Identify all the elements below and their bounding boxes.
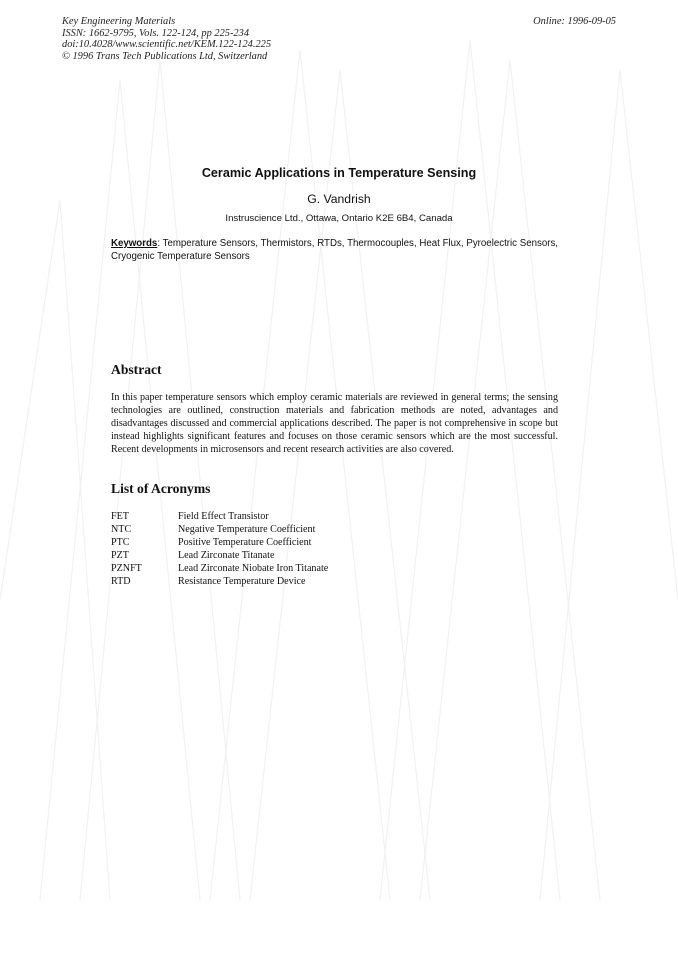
keywords-text: : Temperature Sensors, Thermistors, RTDs, Thermocouples, Heat Flux, Pyroelectric Sensors, Cryogenic Temperature Sensors (111, 238, 558, 262)
acronym-row (111, 510, 328, 523)
author-name: G. Vandrish (307, 192, 371, 206)
issn-line: ISSN: 1662-9795, Vols. 122-124, pp 225-234 (62, 27, 250, 39)
acronym-row (111, 575, 328, 588)
keywords-label: Keywords (111, 238, 158, 249)
keywords-paragraph (111, 237, 558, 263)
acronym-abbr: PZNFT (111, 563, 142, 575)
author-affiliation: Instruscience Ltd., Ottawa, Ontario K2E 6B4, Canada (225, 213, 453, 224)
acronym-definition: Positive Temperature Coefficient (178, 537, 312, 549)
acronym-definition: Lead Zirconate Niobate Iron Titanate (178, 563, 329, 575)
journal-header (62, 16, 271, 62)
acronym-abbr: FET (111, 511, 129, 522)
online-date: Online: 1996-09-05 (533, 16, 616, 27)
acronym-row (111, 523, 328, 536)
acronym-abbr: NTC (111, 524, 132, 536)
copyright-line: © 1996 Trans Tech Publications Ltd, Switzerland (62, 50, 268, 62)
acronym-row (111, 549, 328, 562)
paper-title: Ceramic Applications in Temperature Sensing (201, 166, 477, 180)
acronym-abbr: RTD (111, 576, 131, 588)
acronyms-heading: List of Acronyms (111, 481, 211, 496)
abstract-heading: Abstract (111, 362, 162, 377)
acronym-abbr: PTC (111, 537, 130, 549)
acronym-definition: Lead Zirconate Titanate (178, 550, 275, 562)
acronym-definition: Field Effect Transistor (178, 511, 269, 522)
acronym-definition: Resistance Temperature Device (178, 576, 306, 588)
acronym-definition: Negative Temperature Coefficient (178, 524, 316, 536)
acronym-row (111, 536, 328, 549)
acronym-row (111, 562, 328, 575)
acronyms-list (111, 510, 328, 589)
acronym-abbr: PZT (111, 550, 129, 562)
journal-name: Key Engineering Materials (62, 16, 176, 27)
doi-line: doi:10.4028/www.scientific.net/KEM.122-124.225 (62, 39, 272, 51)
abstract-body: In this paper temperature sensors which employ ceramic materials are reviewed in general terms; the sensing technologies are outlined, construction materials and fabrication methods are noted, advantages and disadvantages discussed and commercial applications described. The paper is not comprehensive in scope but instead highlights significant features and focuses on those ceramic sensors which are the most successful. Recent developments in microsensors and recent research activities are also covered. (111, 392, 558, 456)
